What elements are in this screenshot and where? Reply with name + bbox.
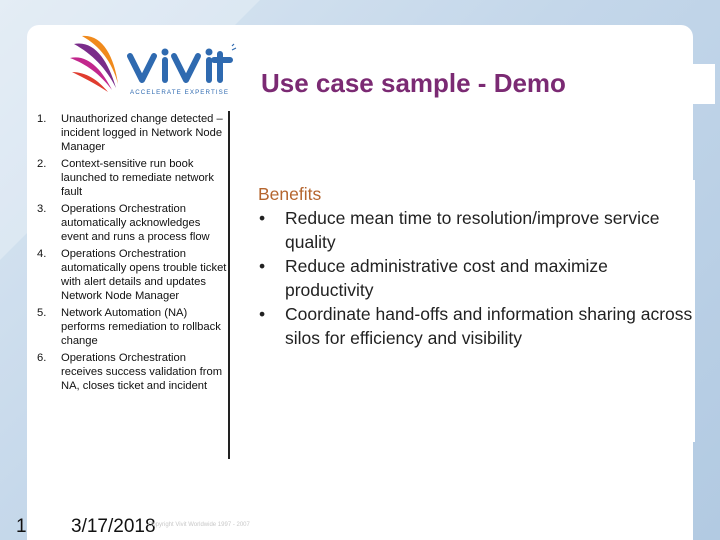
step-number: 2. bbox=[37, 158, 47, 170]
step-number: 1. bbox=[37, 113, 47, 125]
slide-number: 1 bbox=[16, 516, 27, 537]
logo-swirl-icon bbox=[70, 36, 118, 92]
benefit-item bbox=[258, 206, 695, 254]
benefit-text: Reduce administrative cost and maximize productivity bbox=[285, 256, 608, 300]
step-text: Network Automation (NA) performs remediation to rollback change bbox=[61, 307, 221, 347]
step-text: Operations Orchestration automatically opens trouble ticket with alert details and updates Network Node Manager bbox=[61, 248, 227, 302]
bullet-icon: • bbox=[259, 208, 266, 228]
copyright-notice: Copyright Vivit Worldwide 1997 - 2007 bbox=[148, 522, 250, 528]
benefits-list bbox=[258, 206, 695, 350]
step-text: Unauthorized change detected – incident logged in Network Node Manager bbox=[61, 113, 223, 153]
step-text: Operations Orchestration automatically acknowledges event and runs a process flow bbox=[61, 203, 210, 243]
benefit-item bbox=[258, 254, 695, 302]
step-text: Operations Orchestration receives success validation from NA, closes ticket and incident bbox=[61, 352, 223, 392]
bullet-icon: • bbox=[259, 256, 266, 276]
step-item bbox=[37, 247, 227, 303]
vivit-logo bbox=[68, 32, 252, 100]
vertical-divider bbox=[228, 111, 230, 459]
bullet-icon: • bbox=[259, 304, 266, 324]
step-text: Context-sensitive run book launched to remediate network fault bbox=[61, 158, 214, 198]
step-item bbox=[37, 202, 227, 244]
benefit-item bbox=[258, 302, 695, 350]
logo-tagline: ACCELERATE EXPERTISE bbox=[130, 89, 230, 96]
step-number: 4. bbox=[37, 248, 47, 260]
slide-date: 3/17/2018 bbox=[71, 516, 156, 537]
step-item bbox=[37, 351, 227, 393]
step-number: 5. bbox=[37, 307, 47, 319]
step-item bbox=[37, 157, 227, 199]
slide-title: Use case sample - Demo bbox=[255, 64, 715, 104]
logo-wordmark bbox=[130, 54, 230, 80]
step-item bbox=[37, 112, 227, 154]
step-item bbox=[37, 306, 227, 348]
benefit-text: Reduce mean time to resolution/improve service quality bbox=[285, 208, 660, 252]
step-number: 3. bbox=[37, 203, 47, 215]
step-number: 6. bbox=[37, 352, 47, 364]
benefits-heading: Benefits bbox=[258, 184, 322, 204]
benefit-text: Coordinate hand-offs and information sharing across silos for efficiency and visibility bbox=[285, 304, 693, 348]
benefits-box bbox=[255, 180, 695, 442]
use-case-steps-list bbox=[37, 112, 227, 396]
